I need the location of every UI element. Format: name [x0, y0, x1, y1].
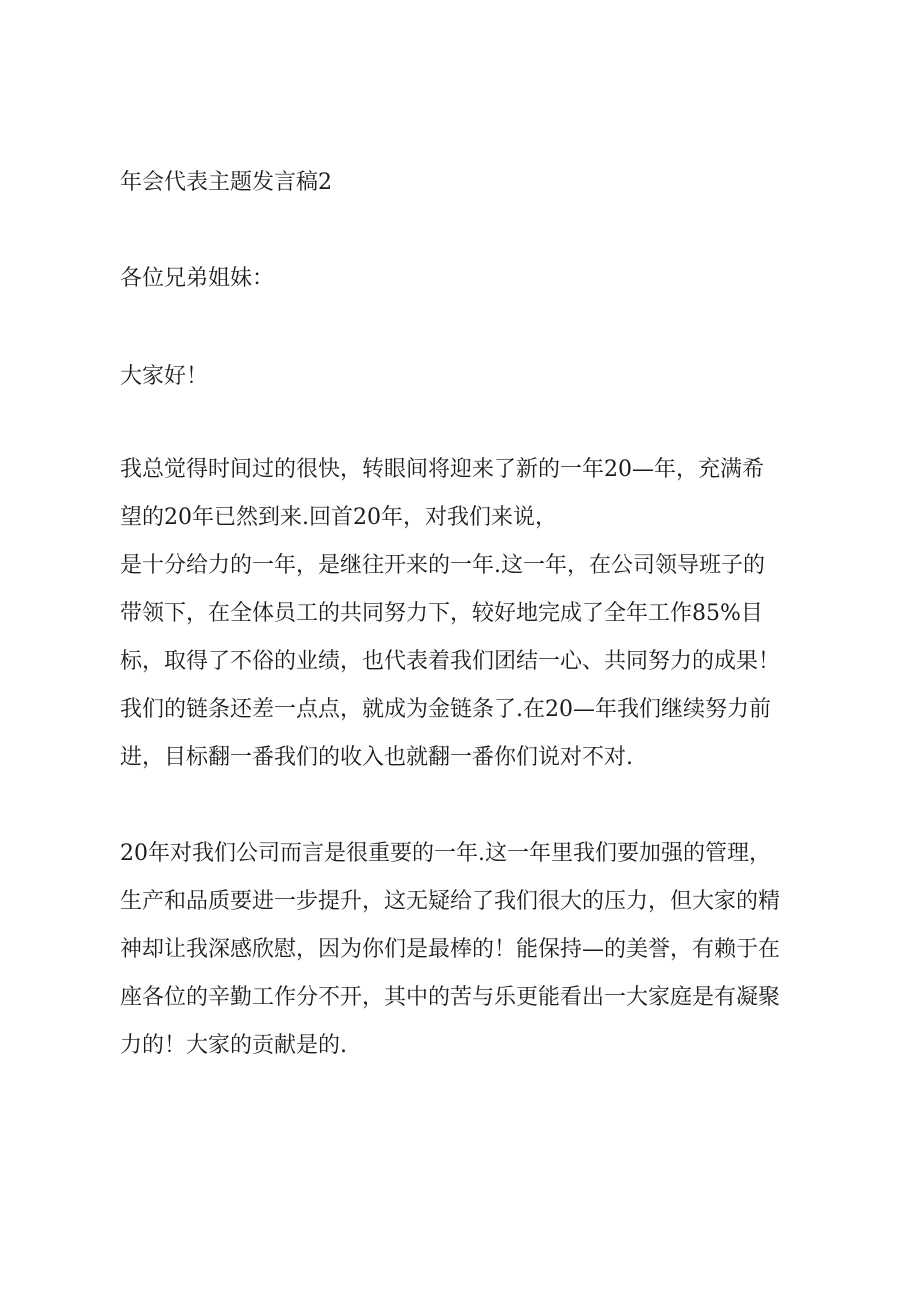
paragraph-2-line: 生产和品质要进一步提升，这无疑给了我们很大的压力，但大家的精: [120, 889, 781, 914]
paragraph-2-line: 力的！大家的贡献是的.: [120, 1033, 347, 1058]
document-title: 年会代表主题发言稿2: [120, 170, 332, 195]
paragraph-2-line: 座各位的辛勤工作分不开，其中的苦与乐更能看出一大家庭是有凝聚: [120, 985, 781, 1010]
paragraph-1-line: 我总觉得时间过的很快，转眼间将迎来了新的一年20—年，充满希: [120, 457, 764, 482]
paragraph-2-line: 20年对我们公司而言是很重要的一年.这一年里我们要加强的管理，: [120, 841, 771, 866]
paragraph-1-line: 带领下，在全体员工的共同努力下，较好地完成了全年工作85%目: [120, 601, 763, 626]
greeting: 大家好！: [120, 364, 209, 389]
paragraph-1-line: 标，取得了不俗的业绩，也代表着我们团结一心、共同努力的成果！: [120, 649, 781, 674]
paragraph-1-line: 进，目标翻一番我们的收入也就翻一番你们说对不对.: [120, 745, 633, 770]
paragraph-1-line: 是十分给力的一年，是继往开来的一年.这一年，在公司领导班子的: [120, 553, 765, 578]
paragraph-1-line: 望的20年已然到来.回首20年，对我们来说，: [120, 505, 557, 530]
paragraph-2-line: 神却让我深感欣慰，因为你们是最棒的！能保持—的美誉，有赖于在: [120, 937, 781, 962]
salutation: 各位兄弟姐妹：: [120, 266, 275, 291]
paragraph-1-line: 我们的链条还差一点点，就成为金链条了.在20—年我们继续努力前: [120, 697, 771, 722]
